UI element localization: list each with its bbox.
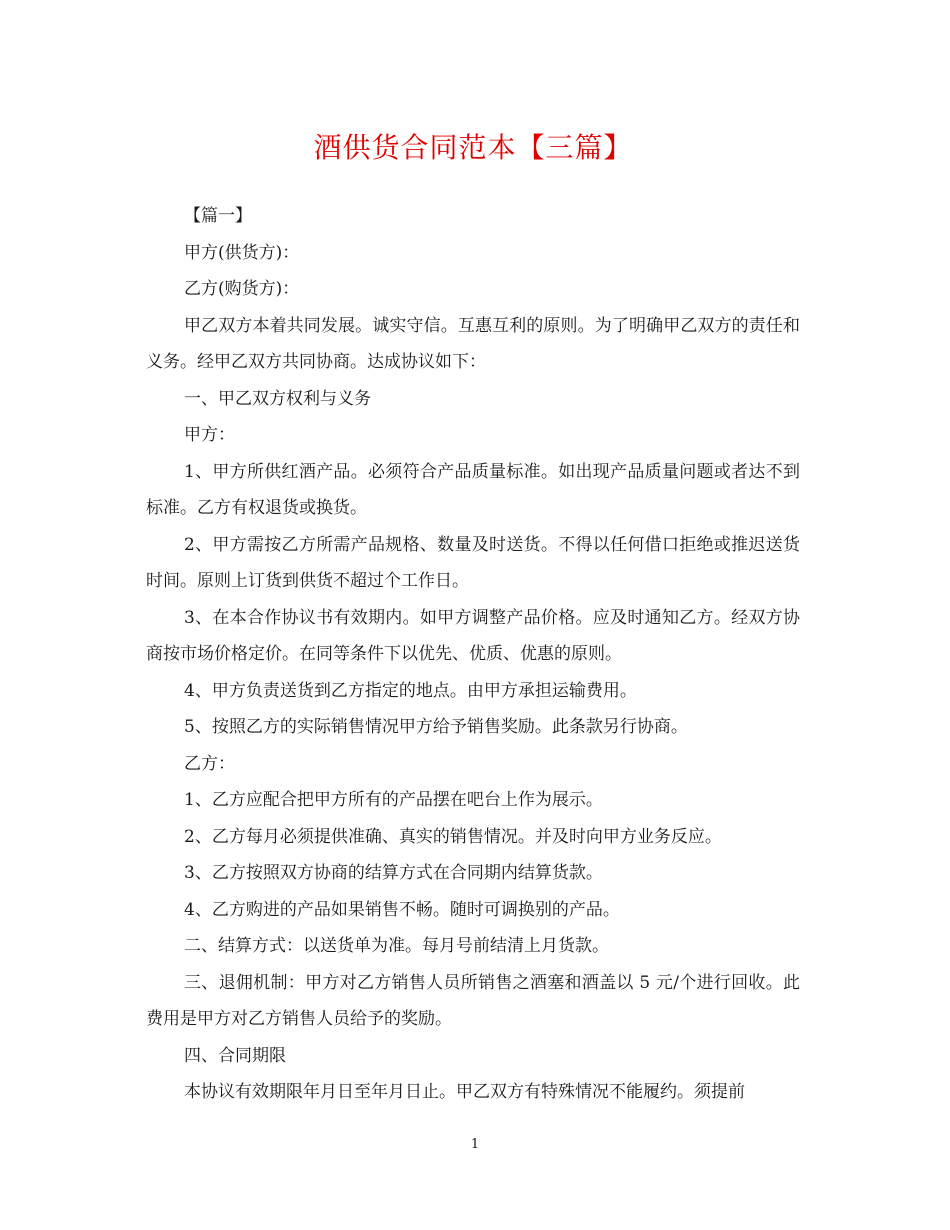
preamble-paragraph: 甲乙双方本着共同发展。诚实守信。互惠互利的原则。为了明确甲乙双方的责任和义务。经甲乙双方共同协商。达成协议如下： [146, 315, 800, 372]
party-a-line: 甲方(供货方)： [184, 242, 300, 263]
party-b-item-2: 2、乙方每月必须提供准确、真实的销售情况。并及时向甲方业务反应。 [184, 826, 722, 847]
clause-heading-rights: 一、甲乙双方权利与义务 [184, 388, 371, 409]
term-paragraph: 本协议有效期限年月日至年月日止。甲乙双方有特殊情况不能履约。须提前 [184, 1082, 745, 1102]
party-a-heading: 甲方： [184, 425, 235, 445]
party-b-item-1: 1、乙方应配合把甲方所有的产品摆在吧台上作为展示。 [184, 790, 603, 810]
party-a-item-5: 5、按照乙方的实际销售情况甲方给予销售奖励。此条款另行协商。 [184, 717, 688, 737]
clause-settlement: 二、结算方式：以送货单为准。每月号前结清上月货款。 [184, 936, 609, 956]
document-title: 酒供货合同范本【三篇】 [313, 131, 633, 164]
section-heading: 【篇一】 [184, 206, 252, 226]
page-number: 1 [470, 1137, 480, 1152]
clause-rebate: 三、退佣机制：甲方对乙方销售人员所销售之酒塞和酒盖以 5 元/个进行回收。此费用是甲方对乙方销售人员给予的奖励。 [146, 972, 800, 1029]
party-b-line: 乙方(购货方)： [184, 279, 300, 299]
party-b-heading: 乙方： [184, 753, 235, 774]
party-a-item-4: 4、甲方负责送货到乙方指定的地点。由甲方承担运输费用。 [184, 680, 637, 701]
party-b-item-4: 4、乙方购进的产品如果销售不畅。随时可调换别的产品。 [184, 899, 620, 920]
party-a-item-3: 3、在本合作协议书有效期内。如甲方调整产品价格。应及时通知乙方。经双方协商按市场价格定价。在同等条件下以优先、优质、优惠的原则。 [146, 607, 800, 664]
party-a-item-1: 1、甲方所供红酒产品。必须符合产品质量标准。如出现产品质量问题或者达不到标准。乙方有权退货或换货。 [146, 461, 800, 518]
clause-heading-term: 四、合同期限 [184, 1045, 286, 1066]
party-b-item-3: 3、乙方按照双方协商的结算方式在合同期内结算货款。 [184, 863, 603, 883]
party-a-item-2: 2、甲方需按乙方所需产品规格、数量及时送货。不得以任何借口拒绝或推迟送货时间。原则上订货到供货不超过个工作日。 [146, 534, 800, 591]
document-body [146, 198, 800, 1111]
